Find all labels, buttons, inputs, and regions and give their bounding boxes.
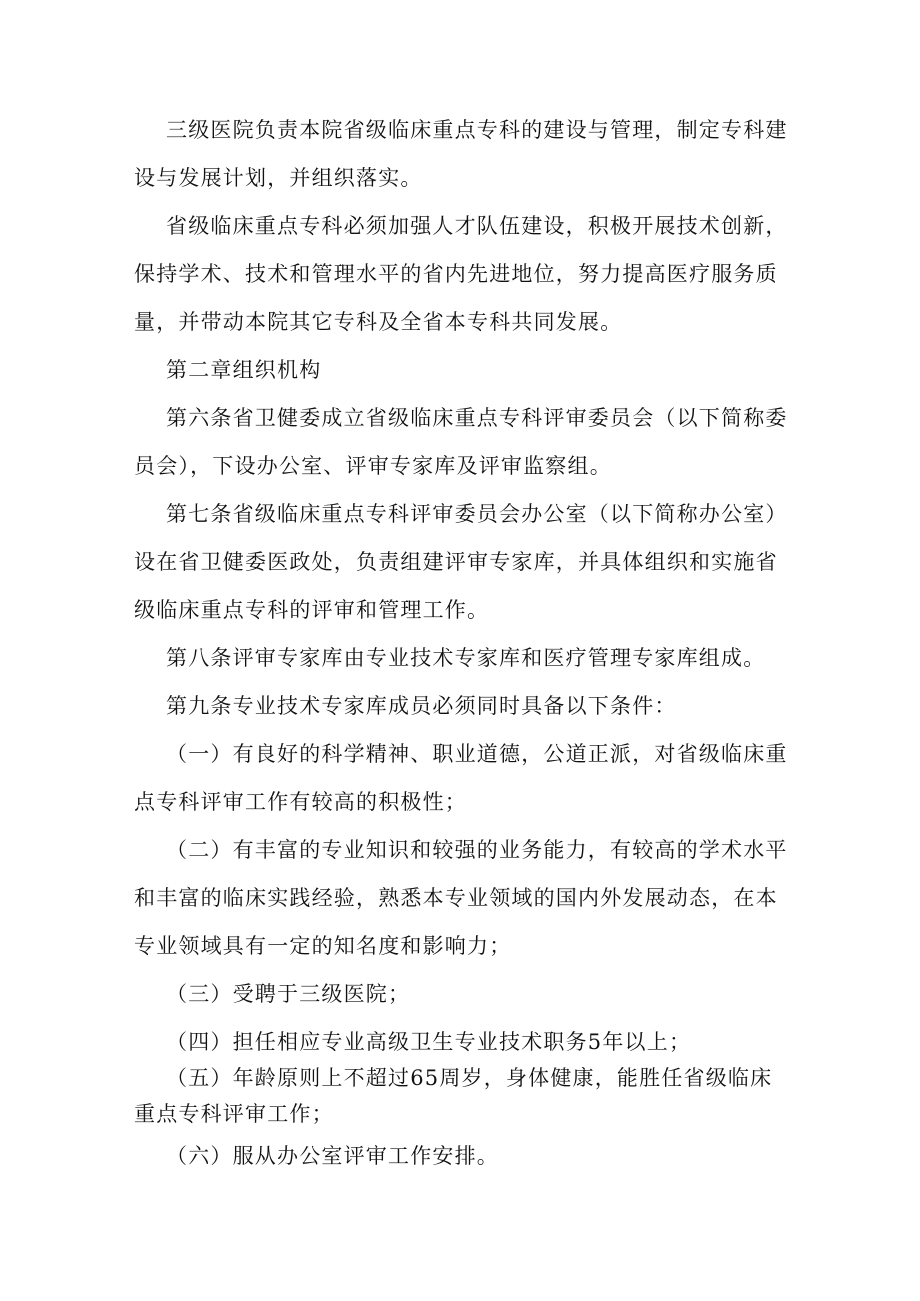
article-eight: 第八条评审专家库由专业技术专家库和医疗管理专家库组成。 — [166, 646, 766, 670]
article-six: 第六条省卫健委成立省级临床重点专科评审委员会（以下简称委员会），下设办公室、评审专家库及评审监察组。 — [134, 406, 788, 478]
condition-one: （一）有良好的科学精神、职业道德，公道正派，对省级临床重点专科评审工作有较高的积极性； — [134, 742, 788, 814]
paragraph-talent-building: 省级临床重点专科必须加强人才队伍建设，积极开展技术创新，保持学术、技术和管理水平的省内先进地位，努力提高医疗服务质量，并带动本院其它专科及全省本专科共同发展。 — [134, 214, 788, 334]
condition-five: （五）年龄原则上不超过65周岁，身体健康，能胜任省级临床重点专科评审工作； — [134, 1066, 773, 1126]
chapter-heading-organization: 第二章组织机构 — [166, 358, 322, 382]
condition-three: （三）受聘于三级医院； — [166, 982, 411, 1006]
article-nine: 第九条专业技术专家库成员必须同时具备以下条件： — [166, 694, 677, 718]
paragraph-hospital-responsibility: 三级医院负责本院省级临床重点专科的建设与管理，制定专科建设与发展计划，并组织落实。 — [134, 118, 788, 190]
condition-six: （六）服从办公室评审工作安排。 — [166, 1144, 499, 1168]
article-seven: 第七条省级临床重点专科评审委员会办公室（以下简称办公室）设在省卫健委医政处，负责组建评审专家库，并具体组织和实施省级临床重点专科的评审和管理工作。 — [134, 502, 788, 622]
condition-two: （二）有丰富的专业知识和较强的业务能力，有较高的学术水平和丰富的临床实践经验，熟悉本专业领域的国内外发展动态，在本专业领域具有一定的知名度和影响力； — [134, 838, 788, 958]
condition-four: （四）担任相应专业高级卫生专业技术职务5年以上； — [166, 1030, 692, 1054]
